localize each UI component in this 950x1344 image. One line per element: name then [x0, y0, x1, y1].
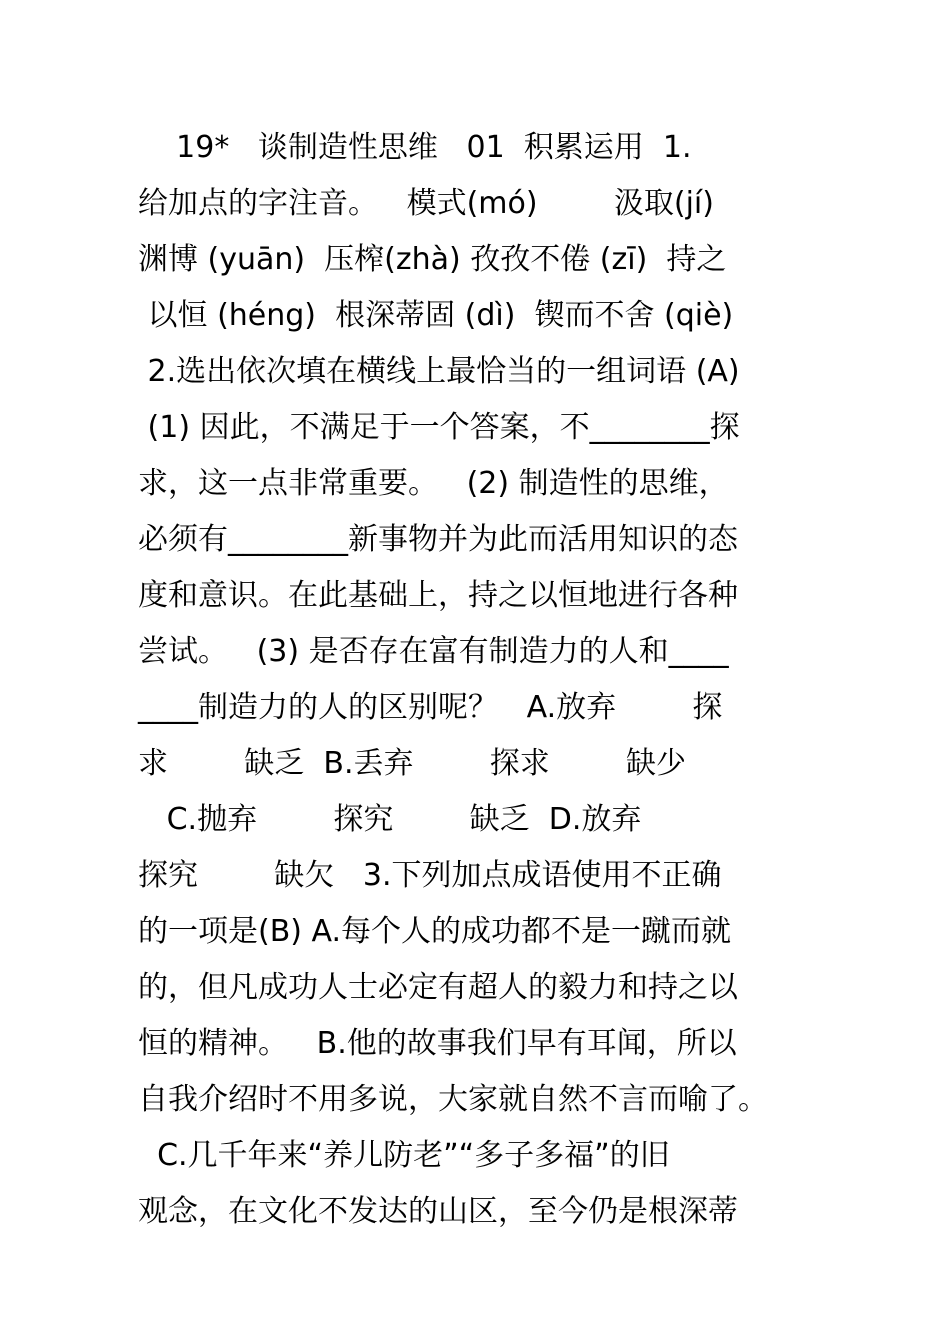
text-line: ____制造力的人的区别呢？ A.放弃 探	[138, 690, 723, 725]
text-line: 求 缺乏 B.丢弃 探求 缺少	[138, 746, 687, 781]
text-line: 必须有________新事物并为此而活用知识的态	[138, 522, 738, 557]
text-line: 自我介绍时不用多说，大家就自然不言而喻了。	[138, 1082, 768, 1117]
text-line: 尝试。 (3) 是否存在富有制造力的人和____	[138, 634, 729, 669]
text-line: 观念，在文化不发达的山区，至今仍是根深蒂	[138, 1194, 738, 1229]
text-line: (1) 因此，不满足于一个答案，不________探	[138, 410, 740, 445]
text-line: 的，但凡成功人士必定有超人的毅力和持之以	[138, 970, 738, 1005]
text-line: 以恒 (héng) 根深蒂固 (dì) 锲而不舍 (qiè)	[138, 298, 734, 333]
text-line: C.抛弃 探究 缺乏 D.放弃	[138, 802, 642, 837]
text-line: C.几千年来“养儿防老”“多子多福”的旧	[138, 1138, 670, 1173]
text-line: 求，这一点非常重要。 (2) 制造性的思维，	[138, 466, 729, 501]
text-line: 恒的精神。 B.他的故事我们早有耳闻，所以	[138, 1026, 737, 1061]
text-line: 2.选出依次填在横线上最恰当的一组词语 (A)	[138, 354, 740, 389]
text-line: 给加点的字注音。 模式(mó) 汲取(jí)	[138, 186, 714, 221]
text-line: 度和意识。在此基础上，持之以恒地进行各种	[138, 578, 738, 613]
text-line: 探究 缺欠 3.下列加点成语使用不正确	[138, 858, 722, 893]
text-line: 渊博 (yuān) 压榨(zhà) 孜孜不倦 (zī) 持之	[138, 242, 727, 277]
text-line: 的一项是(B) A.每个人的成功都不是一蹴而就	[138, 914, 732, 949]
text-line: 19* 谈制造性思维 01 积累运用 1.	[138, 130, 692, 165]
